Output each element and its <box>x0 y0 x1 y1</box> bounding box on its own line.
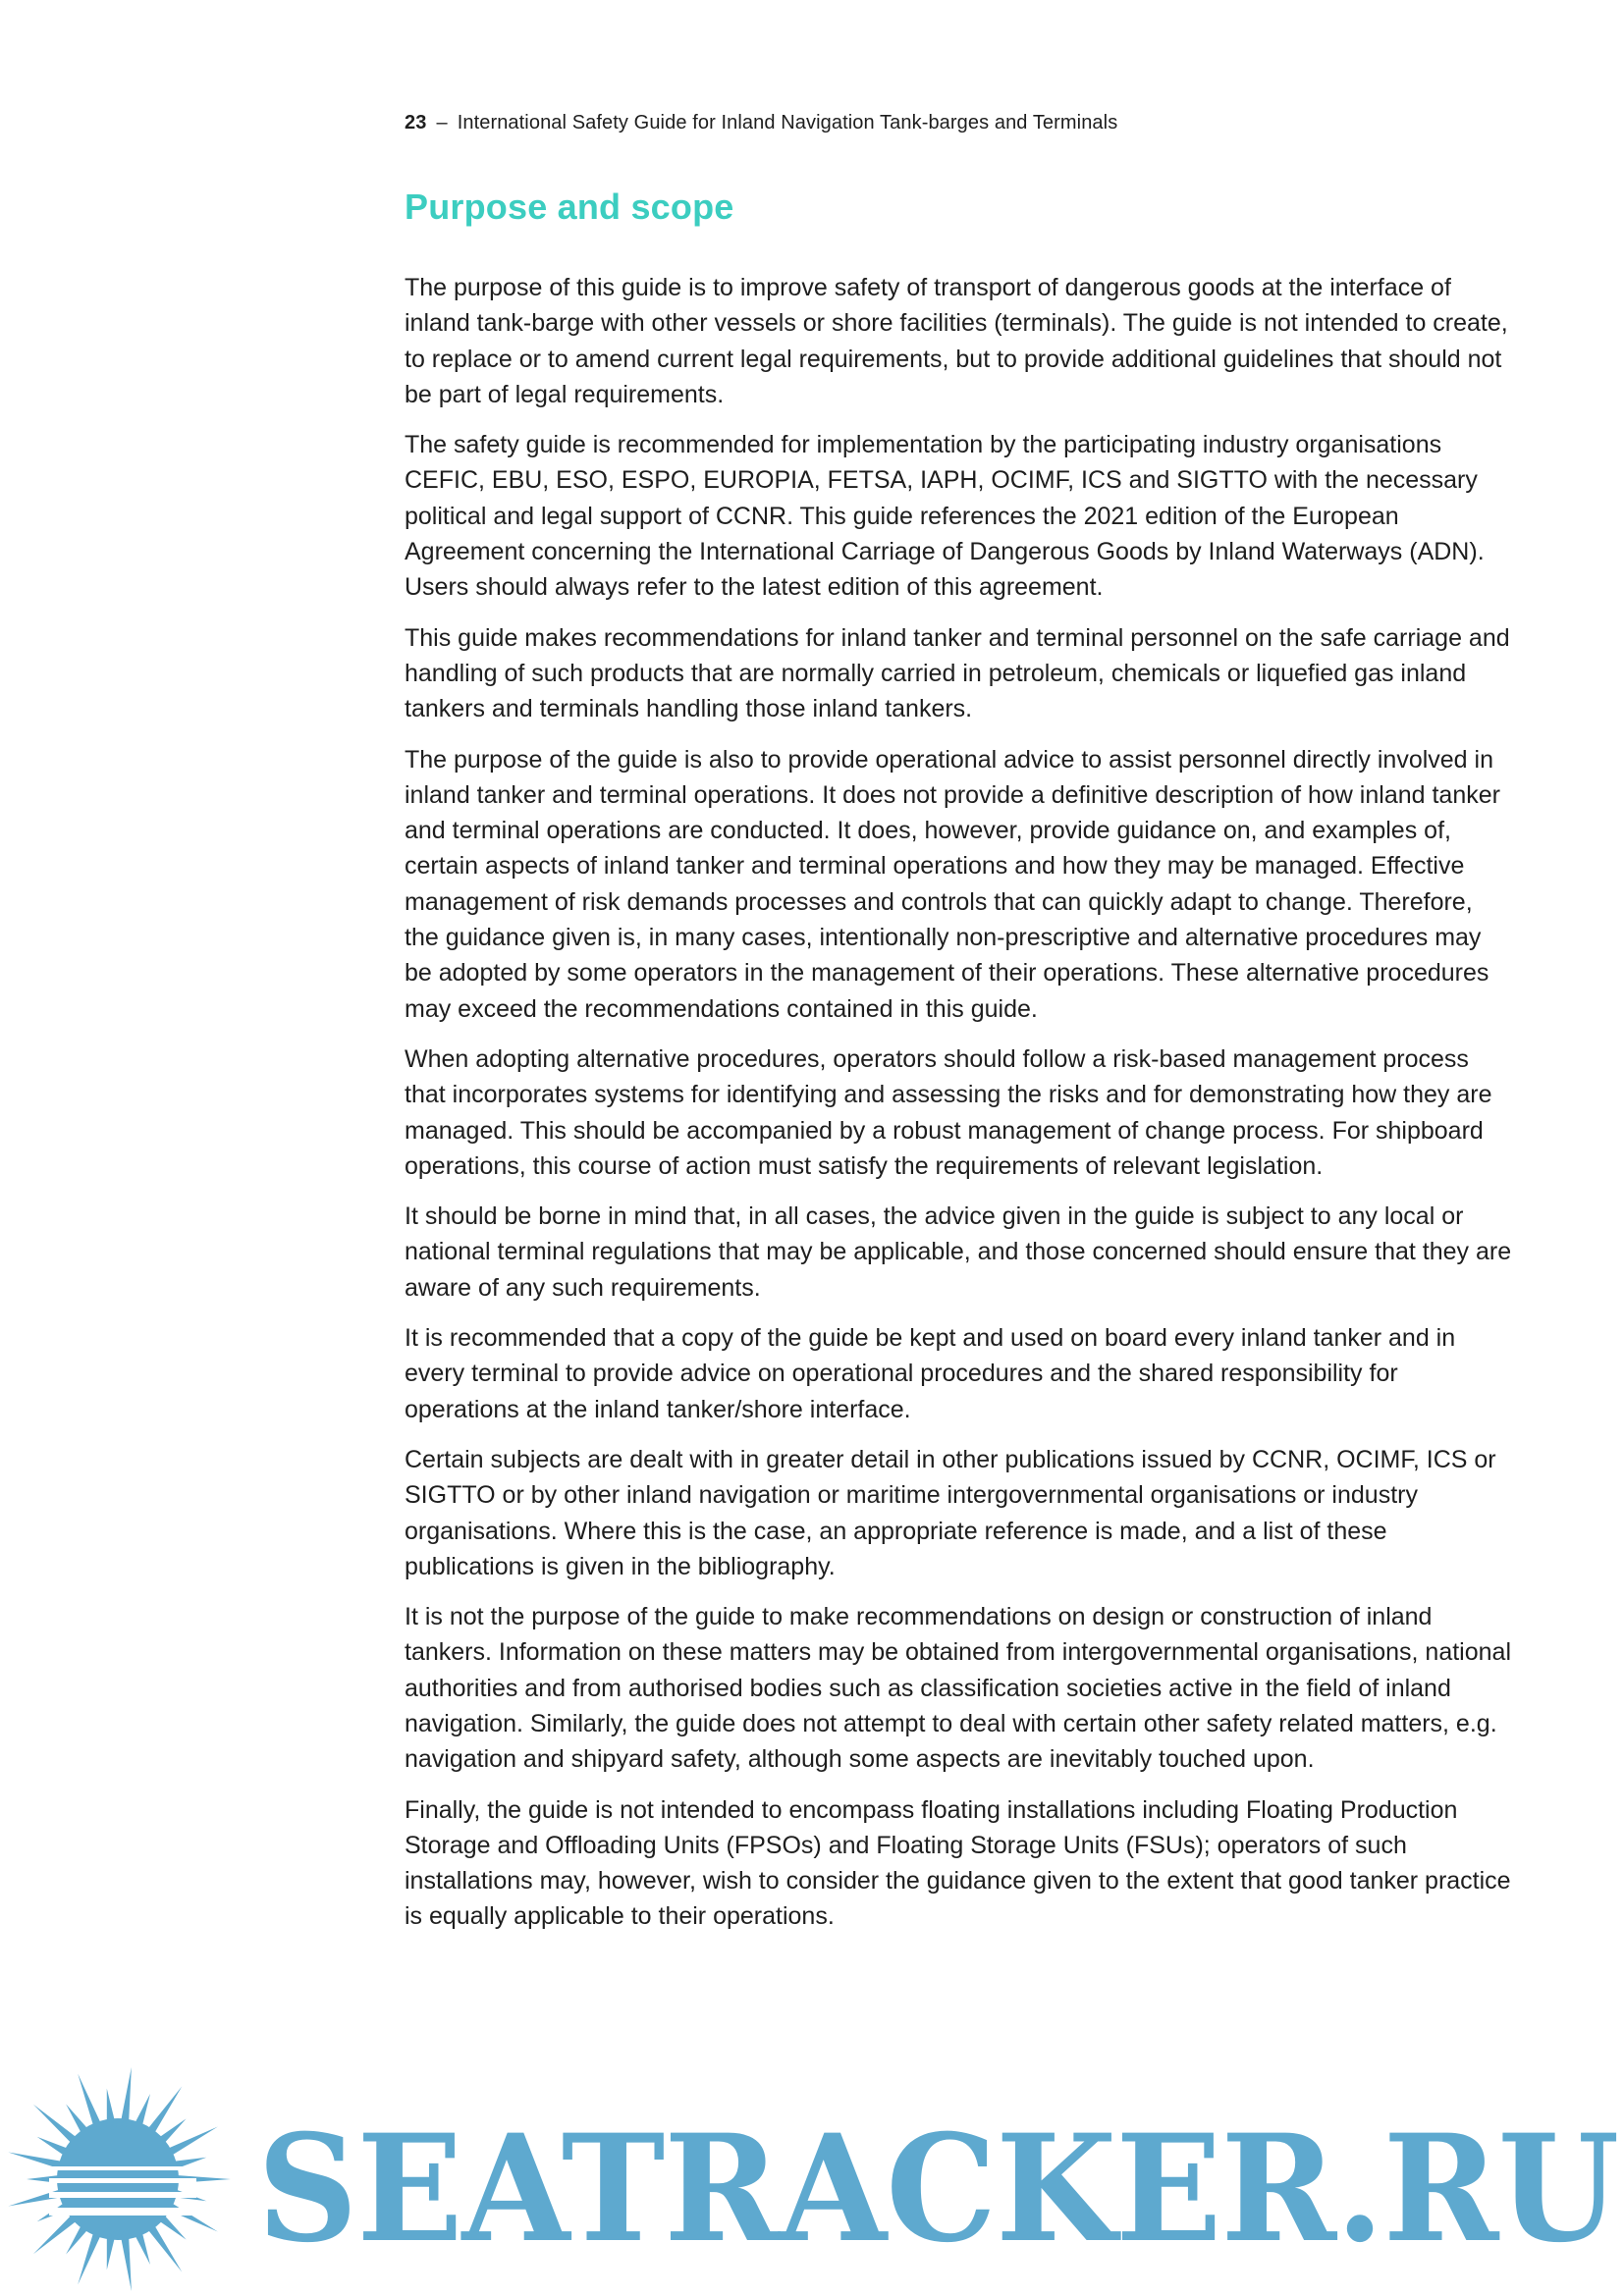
paragraph: Certain subjects are dealt with in greater detail in other publications issued by CCNR, OCIMF, ICS or SIGTTO or by other inland navigation or maritime intergovernmental organisations or industry organisations. Where this is the case, an appropriate reference is made, and a list of these publications is given in the bibliography. <box>405 1445 1496 1580</box>
header-separator: – <box>436 112 448 133</box>
page-number: 23 <box>405 112 427 133</box>
paragraph: It is recommended that a copy of the guide be kept and used on board every inland tanker and in every terminal to provide advice on operational procedures and the shared responsibility for operations at the inland tanker/shore interface. <box>405 1324 1456 1423</box>
body-text <box>405 270 1512 1949</box>
sun-ray <box>168 2127 218 2156</box>
watermark-text: SEATRACKER.RU <box>257 2103 1619 2275</box>
paragraph: It is not the purpose of the guide to make recommendations on design or construction of inland tankers. Information on these matters may be obtained from intergovernmental organisations, national authorities and from authorised bodies such as classification societies active in the field of inland navigation. Similarly, the guide does not attempt to deal with certain other safety related matters, e.g. navigation and shipyard safety, although some aspects are inevitably touched upon. <box>405 1603 1512 1774</box>
sun-ray <box>135 2094 150 2125</box>
sun-ray <box>37 2137 68 2156</box>
sun-logo-icon <box>0 2056 295 2296</box>
sun-ray <box>168 2203 218 2231</box>
sun-ray <box>135 2233 150 2265</box>
sun-ray <box>107 2237 115 2269</box>
paragraph: When adopting alternative procedures, operators should follow a risk-based management process that incorporates systems for identifying and assessing the risks and for demonstrating how they are managed. This should be accompanied by a robust management of change process. For shipboard operations, this course of action must satisfy the requirements of relevant legislation. <box>405 1044 1492 1180</box>
paragraph: It should be borne in mind that, in all cases, the advice given in the guide is subject to any local or national terminal regulations that may be applicable, and those concerned should ensure that they are aware of any such requirements. <box>405 1202 1512 1302</box>
paragraph: Finally, the guide is not intended to encompass floating installations including Floating Production Storage and Offloading Units (FPSOs) and Floating Storage Units (FSUs); operators of such installations may, however, wish to consider the guidance given to the extent that good tanker practice is equally applicable to their operations. <box>405 1795 1511 1931</box>
section-title: Purpose and scope <box>405 187 734 227</box>
sun-ray <box>78 2073 100 2125</box>
sun-ray <box>121 2067 132 2121</box>
sun-ray <box>78 2233 100 2285</box>
paragraph: The purpose of the guide is also to provide operational advice to assist personnel directly involved in inland tanker and terminal operations. It does not provide a definitive description of how inland tanker and terminal operations are conducted. It does, however, provide guidance on, and examples of, certain aspects of inland tanker and terminal operations and how they may be managed. Effective management of risk demands processes and controls that can quickly adapt to change. Therefore, the guidance given is, in many cases, intentionally non-prescriptive and alternative procedures may be adopted by some operators in the management of their operations. These alternative procedures may exceed the recommendations contained in this guide. <box>405 745 1500 1023</box>
paragraph: The purpose of this guide is to improve safety of transport of dangerous goods at the interface of inland tank-barge with other vessels or shore facilities (terminals). The guide is not intended to create, to replace or to amend current legal requirements, but to provide additional guidelines that should not be part of legal requirements. <box>405 274 1508 408</box>
sun-ray <box>8 2152 61 2168</box>
sun-ray <box>121 2237 132 2291</box>
running-title: International Safety Guide for Inland Navigation Tank-barges and Terminals <box>457 112 1118 133</box>
sun-ray <box>107 2089 115 2121</box>
paragraph: The safety guide is recommended for implementation by the participating industry organisations CEFIC, EBU, ESO, ESPO, EUROPIA, FETSA, IAPH, OCIMF, ICS and SIGTTO with the necessary political and legal support of CCNR. This guide references the 2021 edition of the European Agreement concerning the International Carriage of Dangerous Goods by Inland Waterways (ADN). Users should always refer to the latest edition of this agreement. <box>405 431 1485 602</box>
paragraph: This guide makes recommendations for inland tanker and terminal personnel on the safe carriage and handling of such products that are normally carried in petroleum, chemicals or liquefied gas inland tankers and terminals handling those inland tankers. <box>405 623 1510 723</box>
running-header <box>405 112 1117 134</box>
